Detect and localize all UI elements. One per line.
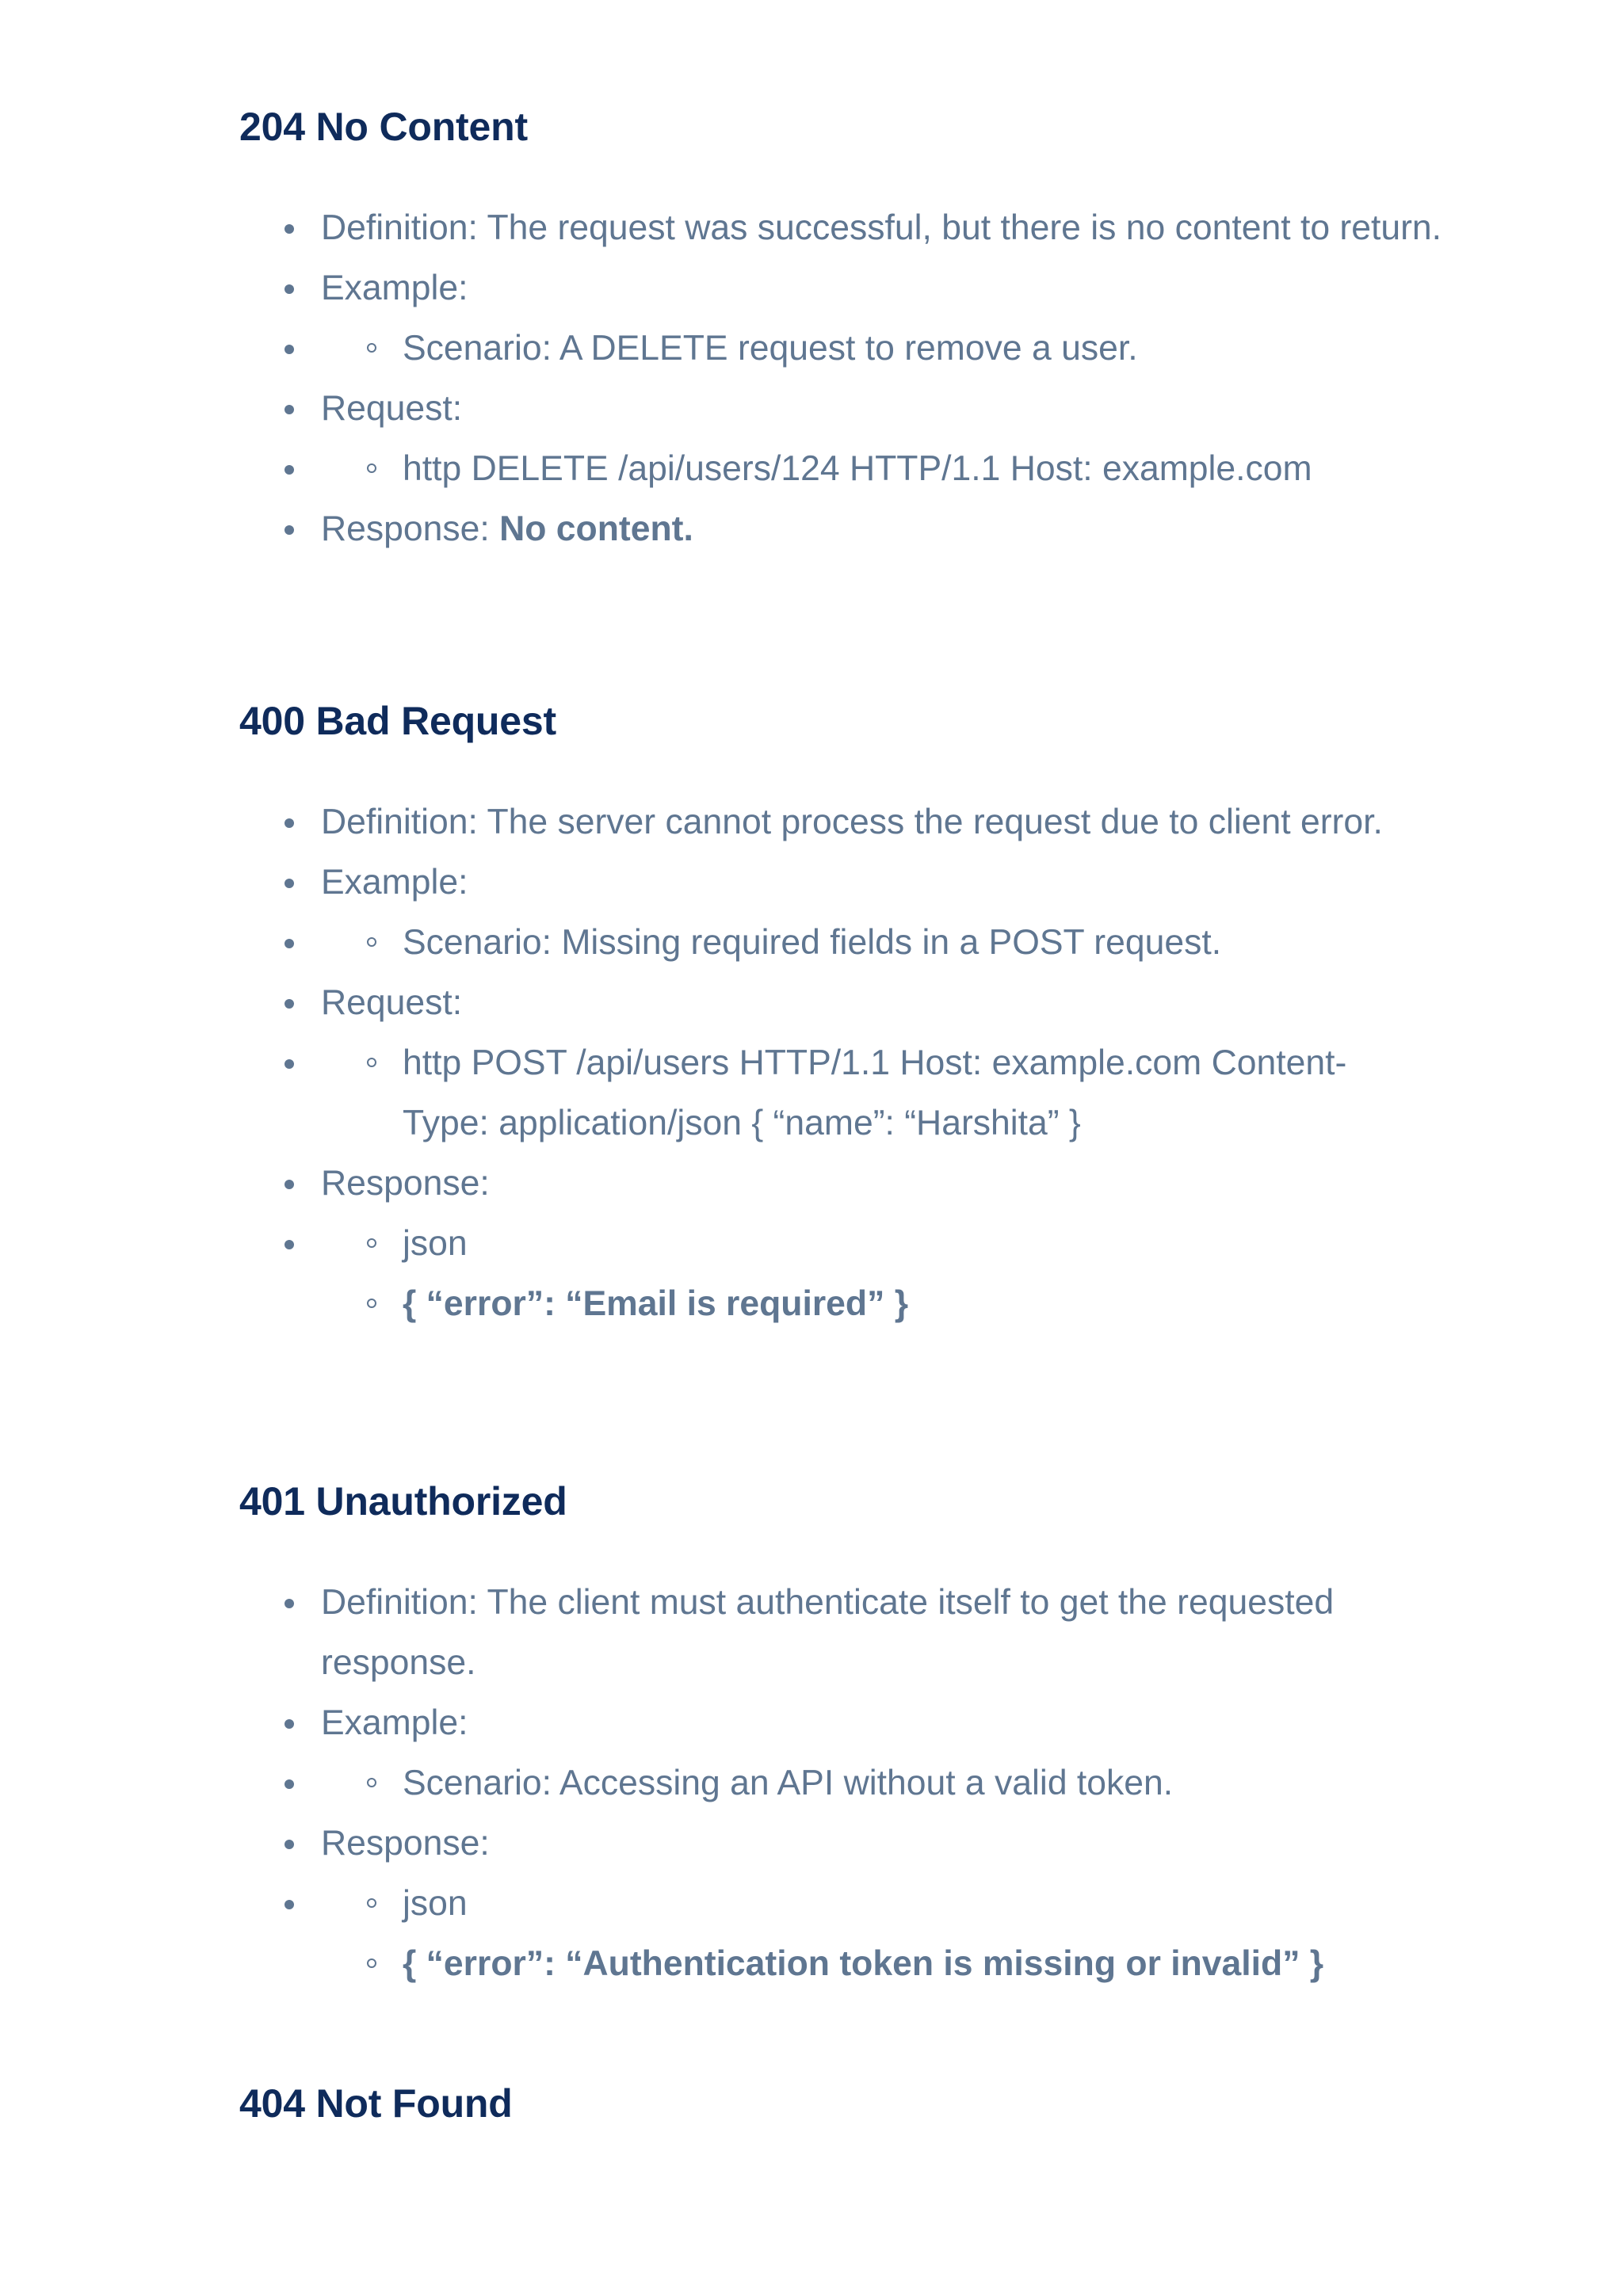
section-204 bbox=[239, 103, 1476, 151]
list-item-request-sub bbox=[239, 439, 1476, 499]
example-label: Example: bbox=[321, 863, 468, 902]
scenario-text: Scenario: Missing required fields in a POST request. bbox=[403, 923, 1222, 962]
request-sublist bbox=[321, 1033, 1476, 1154]
section-400 bbox=[239, 697, 1476, 745]
response-label: Response: bbox=[321, 1824, 490, 1863]
request-line-text: http DELETE /api/users/124 HTTP/1.1 Host: example.com bbox=[403, 449, 1312, 488]
example-sublist bbox=[321, 913, 1476, 973]
definition-text: Definition: The request was successful, but there is no content to return. bbox=[321, 208, 1442, 247]
list-item-request-sub bbox=[239, 1033, 1476, 1154]
section-title: 401 Unauthorized bbox=[239, 1479, 567, 1524]
response-body-text: { “error”: “Email is required” } bbox=[403, 1284, 909, 1323]
list-item-example bbox=[239, 1693, 1476, 1753]
list-item-definition bbox=[239, 792, 1476, 852]
request-label: Request: bbox=[321, 983, 463, 1022]
definition-text: Definition: The server cannot process the request due to client error. bbox=[321, 803, 1383, 841]
section-title: 400 Bad Request bbox=[239, 699, 556, 743]
request-line-text: http POST /api/users HTTP/1.1 Host: example.com Content-Type: application/json { “name”: “Harshita” } bbox=[403, 1043, 1347, 1142]
list-item-response bbox=[239, 499, 1476, 559]
list-item-request-line bbox=[321, 439, 1476, 499]
example-label: Example: bbox=[321, 269, 468, 307]
section-404 bbox=[239, 2080, 1476, 2127]
list-item-request-line bbox=[321, 1033, 1476, 1154]
list-item-response-sub bbox=[239, 1214, 1476, 1334]
request-label: Request: bbox=[321, 389, 463, 428]
example-sublist bbox=[321, 318, 1476, 379]
section-204-list bbox=[239, 198, 1476, 559]
section-400-list bbox=[239, 792, 1476, 1334]
example-sublist bbox=[321, 1753, 1476, 1814]
list-item-definition bbox=[239, 198, 1476, 258]
example-label: Example: bbox=[321, 1703, 468, 1742]
scenario-text: Scenario: A DELETE request to remove a user. bbox=[403, 329, 1138, 368]
list-item-example-sub bbox=[239, 1753, 1476, 1814]
list-item-scenario bbox=[321, 913, 1476, 973]
list-item-request bbox=[239, 973, 1476, 1033]
request-sublist bbox=[321, 439, 1476, 499]
list-item-response bbox=[239, 1154, 1476, 1214]
definition-text: Definition: The client must authenticate itself to get the requested response. bbox=[321, 1583, 1335, 1682]
list-item-response-format bbox=[321, 1214, 1476, 1274]
list-item-request bbox=[239, 379, 1476, 439]
response-format-text: json bbox=[403, 1884, 468, 1923]
response-label: Response: bbox=[321, 1164, 490, 1203]
response-label: Response: bbox=[321, 509, 490, 548]
list-item-response-sub bbox=[239, 1874, 1476, 1994]
list-item-scenario bbox=[321, 318, 1476, 379]
response-body-text: { “error”: “Authentication token is missing or invalid” } bbox=[403, 1944, 1324, 1983]
list-item-example-sub bbox=[239, 318, 1476, 379]
response-format-text: json bbox=[403, 1224, 468, 1263]
list-item-response-body bbox=[321, 1934, 1476, 1994]
response-value: No content. bbox=[499, 509, 693, 548]
list-item-response-body bbox=[321, 1274, 1476, 1334]
list-item-definition bbox=[239, 1573, 1476, 1693]
response-sublist bbox=[321, 1874, 1476, 1994]
scenario-text: Scenario: Accessing an API without a valid token. bbox=[403, 1764, 1174, 1802]
list-item-scenario bbox=[321, 1753, 1476, 1814]
response-sublist bbox=[321, 1214, 1476, 1334]
list-item-example bbox=[239, 852, 1476, 913]
list-item-response-format bbox=[321, 1874, 1476, 1934]
section-401-list bbox=[239, 1573, 1476, 1994]
section-401 bbox=[239, 1478, 1476, 1525]
section-title: 404 Not Found bbox=[239, 2081, 513, 2126]
list-item-example-sub bbox=[239, 913, 1476, 973]
list-item-example bbox=[239, 258, 1476, 318]
section-title: 204 No Content bbox=[239, 105, 528, 149]
list-item-response bbox=[239, 1814, 1476, 1874]
